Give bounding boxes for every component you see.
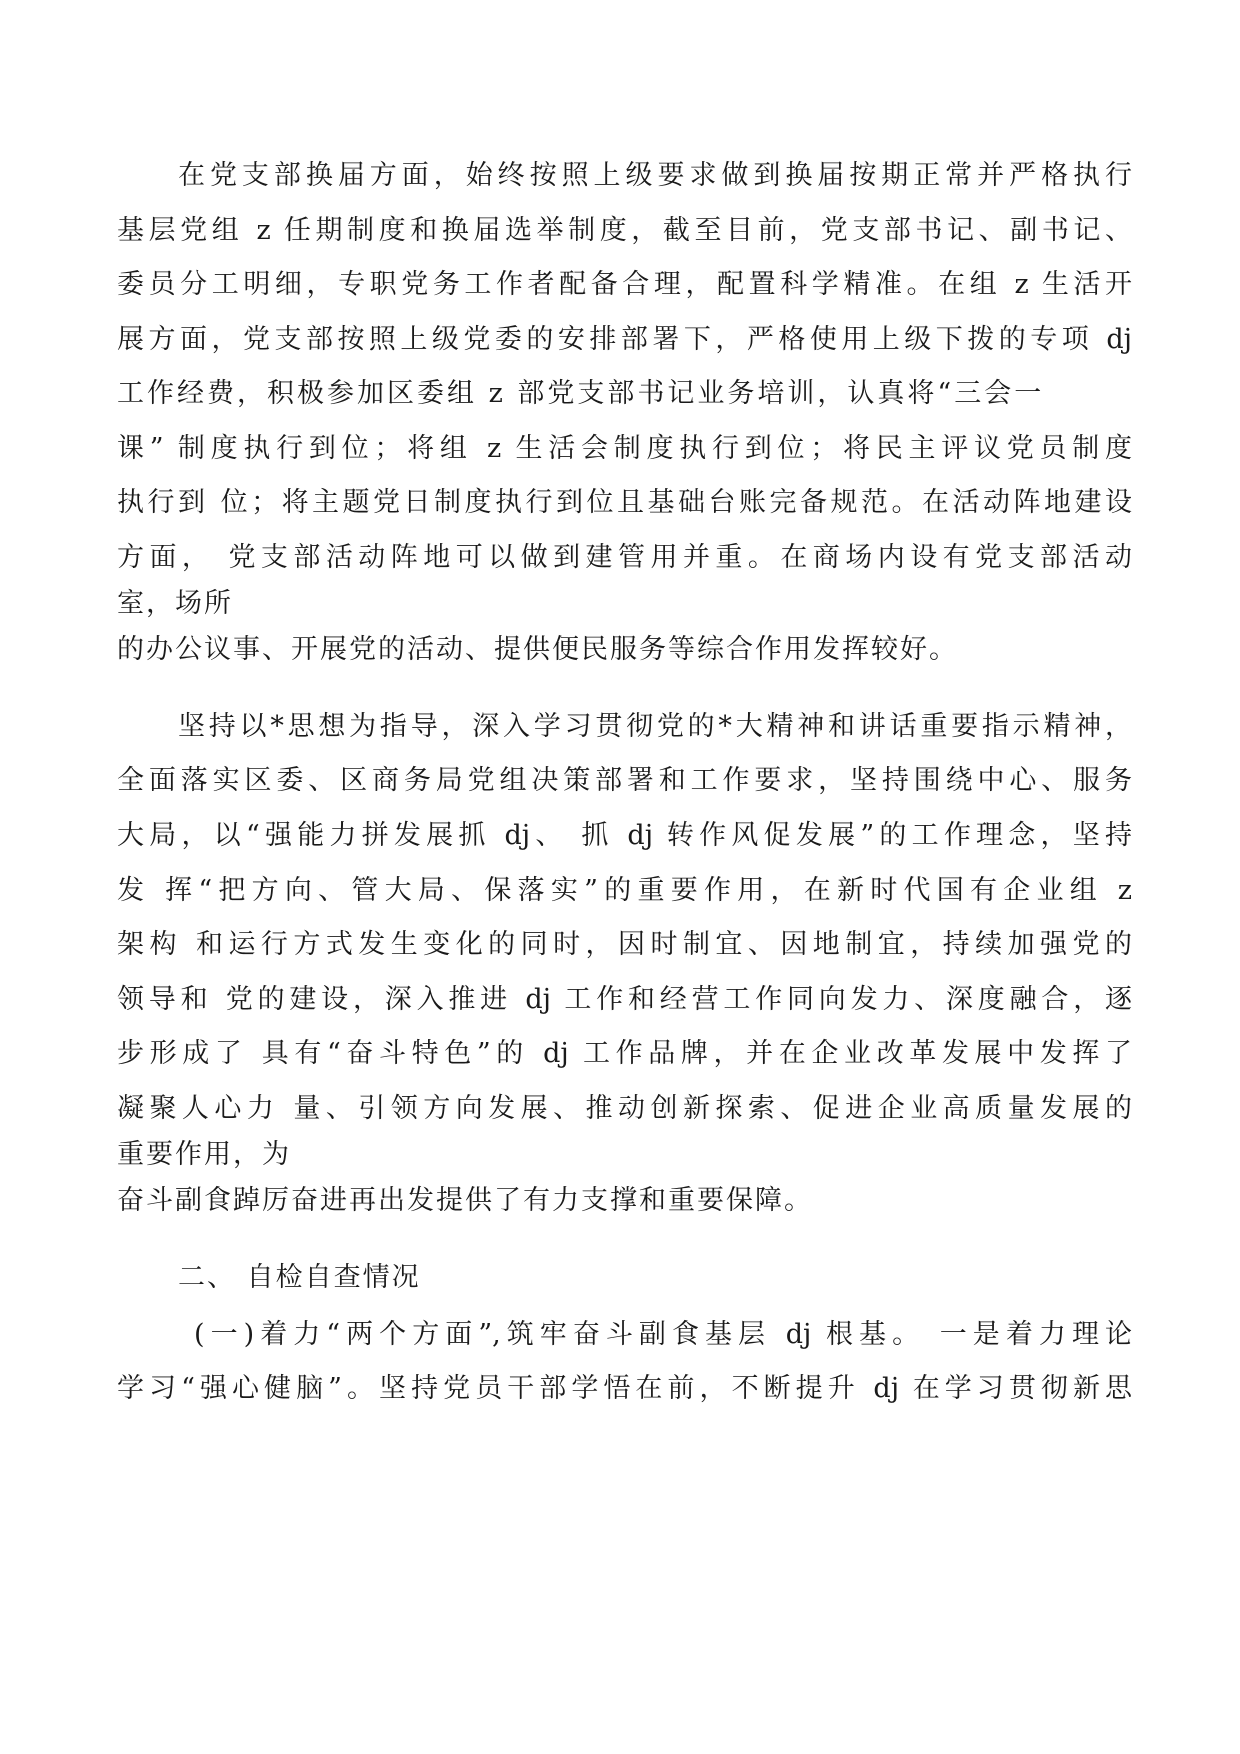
paragraph-2-line-10: 奋斗副食踔厉奋进再出发提供了有力支撑和重要保障。 — [117, 1185, 813, 1216]
paragraph-1-line-7: 执行到 位；将主题党日制度执行到位且基础台账完备规范。在活动阵地建设 — [117, 487, 1132, 518]
paragraph-1-line-8: 方面， 党支部活动阵地可以做到建管用并重。在商场内设有党支部活动 — [117, 542, 1132, 573]
section-heading: 二、 自检自查情况 — [178, 1262, 421, 1293]
paragraph-2-line-7: 步形成了 具有“奋斗特色”的 dj 工作品牌，并在企业改革发展中发挥了 — [117, 1038, 1132, 1069]
paragraph-1-line-4: 展方面，党支部按照上级党委的安排部署下，严格使用上级下拨的专项 dj — [117, 324, 1132, 355]
paragraph-1-line-10: 的办公议事、开展党的活动、提供便民服务等综合作用发挥较好。 — [117, 634, 958, 665]
paragraph-1-line-9: 室，场所 — [117, 588, 233, 619]
paragraph-2-line-4: 发 挥“把方向、管大局、保落实”的重要作用，在新时代国有企业组 z — [117, 875, 1132, 906]
paragraph-2-line-1: 坚持以*思想为指导，深入学习贯彻党的*大精神和讲话重要指示精神， — [178, 711, 1132, 742]
paragraph-3-line-1: (一)着力“两个方面”,筑牢奋斗副食基层 dj 根基。 一是着力理论 — [194, 1319, 1132, 1350]
paragraph-1-line-2: 基层党组 z 任期制度和换届选举制度，截至目前，党支部书记、副书记、 — [117, 215, 1132, 246]
paragraph-1-line-3: 委员分工明细，专职党务工作者配备合理，配置科学精准。在组 z 生活开 — [117, 269, 1132, 300]
paragraph-1-line-1: 在党支部换届方面，始终按照上级要求做到换届按期正常并严格执行 — [178, 160, 1132, 191]
paragraph-2-line-6: 领导和 党的建设，深入推进 dj 工作和经营工作同向发力、深度融合，逐 — [117, 984, 1132, 1015]
paragraph-2-line-2: 全面落实区委、区商务局党组决策部署和工作要求，坚持围绕中心、服务 — [117, 765, 1132, 796]
paragraph-3-line-2: 学习“强心健脑”。坚持党员干部学悟在前，不断提升 dj 在学习贯彻新思 — [117, 1373, 1132, 1404]
paragraph-2-line-8: 凝聚人心力 量、引领方向发展、推动创新探索、促进企业高质量发展的 — [117, 1093, 1132, 1124]
paragraph-1-line-6: 课” 制度执行到位；将组 z 生活会制度执行到位；将民主评议党员制度 — [117, 433, 1132, 464]
paragraph-2-line-9: 重要作用，为 — [117, 1139, 291, 1170]
paragraph-1-line-5: 工作经费，积极参加区委组 z 部党支部书记业务培训，认真将“三会一 — [117, 378, 1045, 409]
paragraph-2-line-3: 大局，以“强能力拼发展抓 dj、 抓 dj 转作风促发展”的工作理念，坚持 — [117, 820, 1132, 851]
paragraph-2-line-5: 架构 和运行方式发生变化的同时，因时制宜、因地制宜，持续加强党的 — [117, 929, 1132, 960]
